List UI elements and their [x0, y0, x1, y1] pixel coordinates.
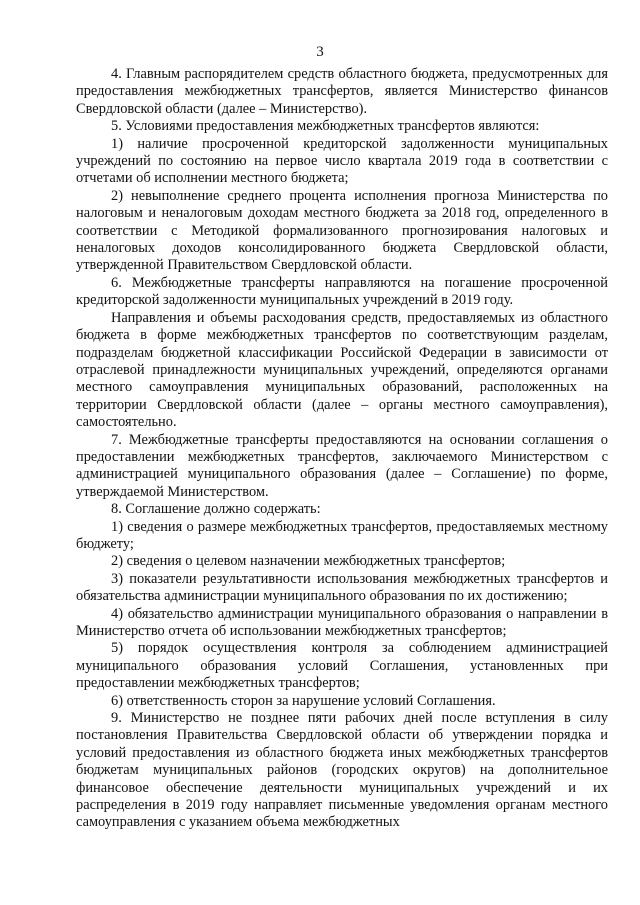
paragraph-4: 4. Главным распорядителем средств областного бюджета, предусмотренных для предоставления межбюджетных трансфертов, является Министерство финансов Свердловской области (далее – Министерство). [76, 66, 608, 117]
paragraph-9: 9. Министерство не позднее пяти рабочих дней после вступления в силу постановления Правительства Свердловской области об утверждении порядка и условий предоставления из областного бюджета иных межбюджетных трансфертов бюджетам муниципальных районов (городских округов) на дополнительное финансовое обеспечение деятельности муниципальных учреждений и их распределения в 2019 году направляет письменные уведомления органам местного самоуправления с указанием объема межбюджетных [76, 710, 608, 831]
paragraph-8-item-3: 3) показатели результативности использования межбюджетных трансфертов и обязательства администрации муниципального образования по их достижению; [76, 570, 608, 605]
paragraph-8-item-6: 6) ответственность сторон за нарушение условий Соглашения. [111, 692, 496, 709]
paragraph-7: 7. Межбюджетные трансферты предоставляются на основании соглашения о предоставлении межбюджетных трансфертов, заключаемого Министерством с администрацией муниципального образования (далее – Соглашение) по форме, утверждаемой Министерством. [76, 431, 608, 500]
page-number: 3 [316, 44, 324, 60]
paragraph-8-item-2: 2) сведения о целевом назначении межбюджетных трансфертов; [111, 553, 506, 570]
paragraph-8-item-1: 1) сведения о размере межбюджетных трансфертов, предоставляемых местному бюджету; [76, 518, 608, 552]
paragraph-5: 5. Условиями предоставления межбюджетных трансфертов являются: [111, 118, 540, 135]
paragraph-8-item-5: 5) порядок осуществления контроля за соблюдением администрацией муниципального образования условий Соглашения, установленных при предоставлении межбюджетных трансфертов; [76, 640, 608, 692]
paragraph-5-item-1: 1) наличие просроченной кредиторской задолженности муниципальных учреждений по состоянию на первое число квартала 2019 года в соответствии с отчетами об исполнении местного бюджета; [76, 135, 608, 187]
paragraph-6-directions: Направления и объемы расходования средств, предоставляемых из областного бюджета в форме межбюджетных трансфертов по соответствующим разделам, подразделам бюджетной классификации Российской Федерации в зависимости от отраслевой принадлежности муниципальных учреждений, определяются органами местного самоуправления муниципальных образований, расположенных на территории Свердловской области (далее – органы местного самоуправления), самостоятельно. [76, 309, 608, 431]
paragraph-8: 8. Соглашение должно содержать: [111, 501, 321, 518]
paragraph-6: 6. Межбюджетные трансферты направляются на погашение просроченной кредиторской задолженности муниципальных учреждений в 2019 году. [76, 274, 608, 309]
document-body [76, 66, 608, 832]
paragraph-8-item-4: 4) обязательство администрации муниципального образования о направлении в Министерство отчета об использовании межбюджетных трансфертов; [76, 605, 608, 639]
paragraph-5-item-2: 2) невыполнение среднего процента исполнения прогноза Министерства по налоговым и неналоговым доходам местного бюджета за 2018 год, определенного в соответствии с Методикой формализованного прогнозирования налоговых и неналоговых доходов консолидированного бюджета Свердловской области, утвержденной Правительством Свердловской области. [76, 187, 608, 274]
